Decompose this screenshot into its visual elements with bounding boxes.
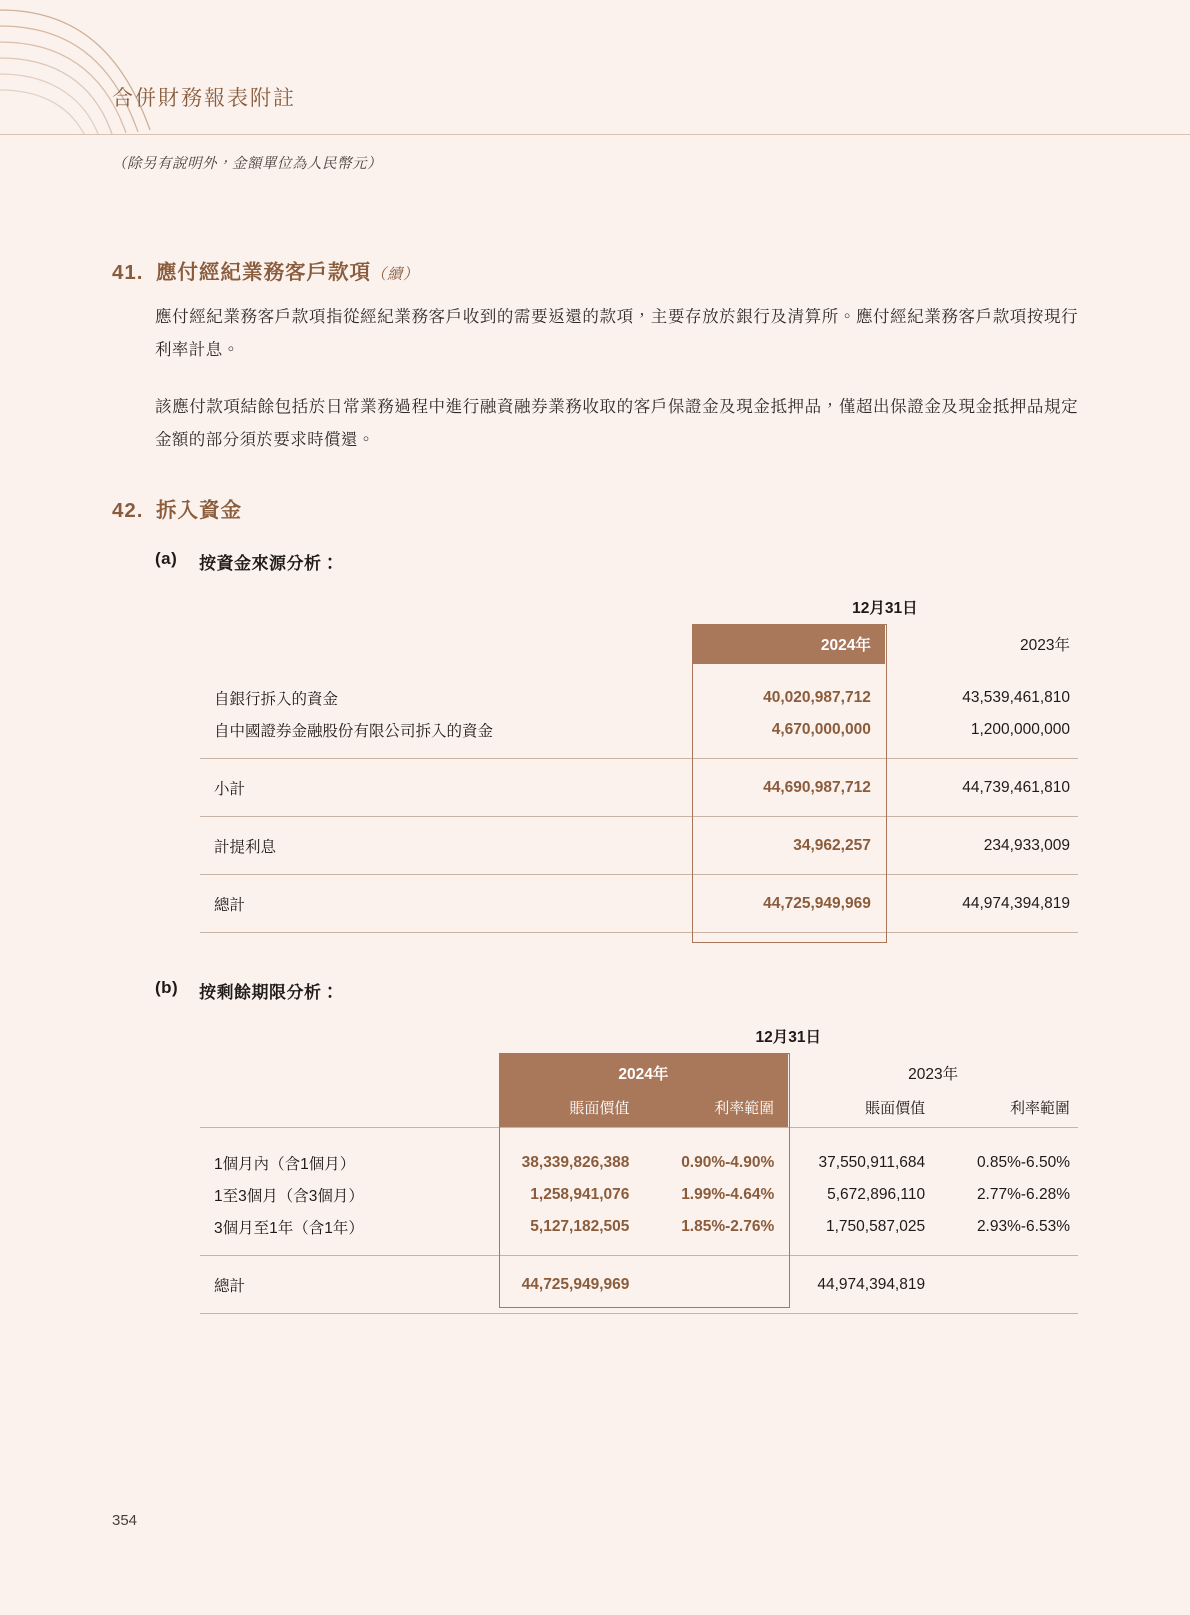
table-b-col-carrying-current: 賬面價值: [499, 1093, 644, 1128]
table-a-spacer-6: [200, 862, 1078, 875]
table-a-total-label: 總計: [214, 897, 246, 914]
table-b-spacer-4: [200, 1301, 1078, 1314]
table-b-row-1-prev-amount: 5,672,896,110: [827, 1186, 926, 1203]
section-a-label: (a): [155, 549, 178, 568]
table-a-row-0-current: 40,020,987,712: [763, 689, 871, 706]
table-a-date-row: [200, 596, 1078, 624]
document-content: [0, 255, 1190, 1319]
table-a-date-header: 12月31日: [852, 600, 918, 617]
table-b-row-1-prev-rate: 2.77%-6.28%: [976, 1186, 1070, 1203]
table-remaining-maturity: [200, 1025, 1078, 1315]
table-a-year-row: [200, 624, 1078, 664]
table-a-interest-label: 計提利息: [214, 839, 277, 856]
table-b-column-row: [200, 1093, 1078, 1128]
section-a-heading: [155, 549, 1190, 574]
table-b-year-row: [200, 1053, 1078, 1093]
table-b-spacer-2: [200, 1243, 1078, 1256]
table-b-row-0-cur-amount: 38,339,826,388: [521, 1154, 630, 1171]
table-b-row-2-prev-amount: 1,750,587,025: [825, 1218, 926, 1235]
table-b-row-2-label: 3個月至1年（含1年）: [214, 1220, 364, 1237]
note-42: [0, 493, 1190, 1315]
table-b-total-cur-amount: 44,725,949,969: [521, 1276, 630, 1293]
table-a-row-1-current: 4,670,000,000: [771, 721, 871, 738]
table-b-rule-3: [200, 1314, 1078, 1316]
table-a-spacer-8: [200, 920, 1078, 933]
table-row: [200, 1211, 1078, 1243]
table-b-total-prev-rate: [933, 1269, 1078, 1301]
table-a-year-current: 2024年: [692, 624, 885, 664]
table-a-subtotal-current: 44,690,987,712: [763, 779, 871, 796]
note-41-continued: （續）: [371, 266, 420, 283]
table-row: [200, 714, 1078, 746]
table-row-interest: [200, 830, 1078, 862]
table-row-total: [200, 1269, 1078, 1301]
table-b-year-previous: 2023年: [908, 1066, 959, 1083]
table-b-row-2-cur-amount: 5,127,182,505: [530, 1218, 630, 1235]
table-b-total-label: 總計: [214, 1278, 246, 1295]
note-42-number: 42.: [112, 499, 144, 522]
table-a-row-1-previous: 1,200,000,000: [970, 721, 1070, 738]
decorative-swoosh: [0, 0, 260, 150]
table-b-date-header: 12月31日: [755, 1029, 821, 1046]
table-a-rule-4: [200, 933, 1078, 935]
table-a-total-previous: 44,974,394,819: [962, 895, 1070, 912]
note-41-paragraph-2: 該應付款項結餘包括於日常業務過程中進行融資融券業務收取的客戶保證金及現金抵押品，僅超出保證金及現金抵押品規定金額的部分須於要求時償還。: [155, 398, 1078, 449]
table-b-wrapper: [200, 1025, 1078, 1315]
page-number: 354: [112, 1512, 138, 1529]
section-b-title: 按剩餘期限分析：: [199, 983, 339, 1002]
unit-note: （除另有說明外，金額單位為人民幣元）: [112, 156, 382, 172]
table-row: [200, 682, 1078, 714]
table-b-row-0-prev-rate: 0.85%-6.50%: [976, 1154, 1070, 1171]
table-b-total-prev-amount: 44,974,394,819: [817, 1276, 926, 1293]
table-a-spacer-1: [200, 664, 1078, 682]
table-row: [200, 1179, 1078, 1211]
table-b-spacer-1: [200, 1129, 1078, 1147]
table-a-row-0-previous: 43,539,461,810: [962, 689, 1070, 706]
table-row-subtotal: [200, 772, 1078, 804]
table-b-col-rate-current: 利率範圍: [643, 1093, 788, 1128]
table-b-row-0-cur-rate: 0.90%-4.90%: [681, 1154, 775, 1171]
table-a-row-1-label: 自中國證券金融股份有限公司拆入的資金: [214, 723, 494, 740]
table-a-year-previous: 2023年: [1020, 637, 1070, 654]
note-42-title: 拆入資金: [156, 499, 242, 522]
table-a-subtotal-previous: 44,739,461,810: [962, 779, 1070, 796]
table-row: [200, 1147, 1078, 1179]
note-41-heading: [112, 255, 1190, 285]
table-b-row-1-label: 1至3個月（含3個月）: [214, 1188, 364, 1205]
table-b-date-row: [200, 1025, 1078, 1053]
table-b-col-carrying-previous: 賬面價值: [865, 1100, 926, 1117]
table-a-wrapper: [200, 596, 1078, 934]
table-b-col-rate-previous: 利率範圍: [1009, 1100, 1070, 1117]
table-a-spacer-7: [200, 876, 1078, 888]
table-a-spacer-4: [200, 804, 1078, 817]
table-b-row-0-prev-amount: 37,550,911,684: [818, 1154, 926, 1171]
table-b-row-2-prev-rate: 2.93%-6.53%: [976, 1218, 1070, 1235]
table-a-interest-previous: 234,933,009: [983, 837, 1070, 854]
table-funding-sources: [200, 596, 1078, 934]
table-b-row-1-cur-amount: 1,258,941,076: [530, 1186, 630, 1203]
section-b-label: (b): [155, 978, 179, 997]
table-b-year-current: 2024年: [499, 1053, 789, 1093]
table-a-row-0-label: 自銀行拆入的資金: [214, 691, 339, 708]
section-a-title: 按資金來源分析：: [199, 554, 339, 573]
table-a-spacer-3: [200, 760, 1078, 772]
note-42-heading: [112, 493, 1190, 523]
table-b-row-1-cur-rate: 1.99%-4.64%: [681, 1186, 775, 1203]
note-41-title: 應付經紀業務客戶款項（續）: [156, 261, 420, 284]
note-41: [0, 255, 1190, 457]
table-b-total-cur-rate: [643, 1269, 788, 1301]
page-title: 合併財務報表附註: [112, 87, 296, 110]
note-41-number: 41.: [112, 261, 144, 284]
header-divider: [0, 134, 1190, 135]
table-b-spacer-3: [200, 1257, 1078, 1269]
section-b-heading: [155, 978, 1190, 1003]
note-41-paragraph-1: 應付經紀業務客戶款項指從經紀業務客戶收到的需要返還的款項，主要存放於銀行及清算所。應付經紀業務客戶款項按現行利率計息。: [155, 308, 1078, 359]
table-a-subtotal-label: 小計: [214, 781, 246, 798]
table-a-spacer-5: [200, 818, 1078, 830]
table-b-row-2-cur-rate: 1.85%-2.76%: [681, 1218, 775, 1235]
table-row-total: [200, 888, 1078, 920]
table-a-spacer-2: [200, 746, 1078, 759]
table-a-interest-current: 34,962,257: [793, 837, 871, 854]
table-b-row-0-label: 1個月內（含1個月）: [214, 1156, 356, 1173]
table-a-total-current: 44,725,949,969: [763, 895, 871, 912]
